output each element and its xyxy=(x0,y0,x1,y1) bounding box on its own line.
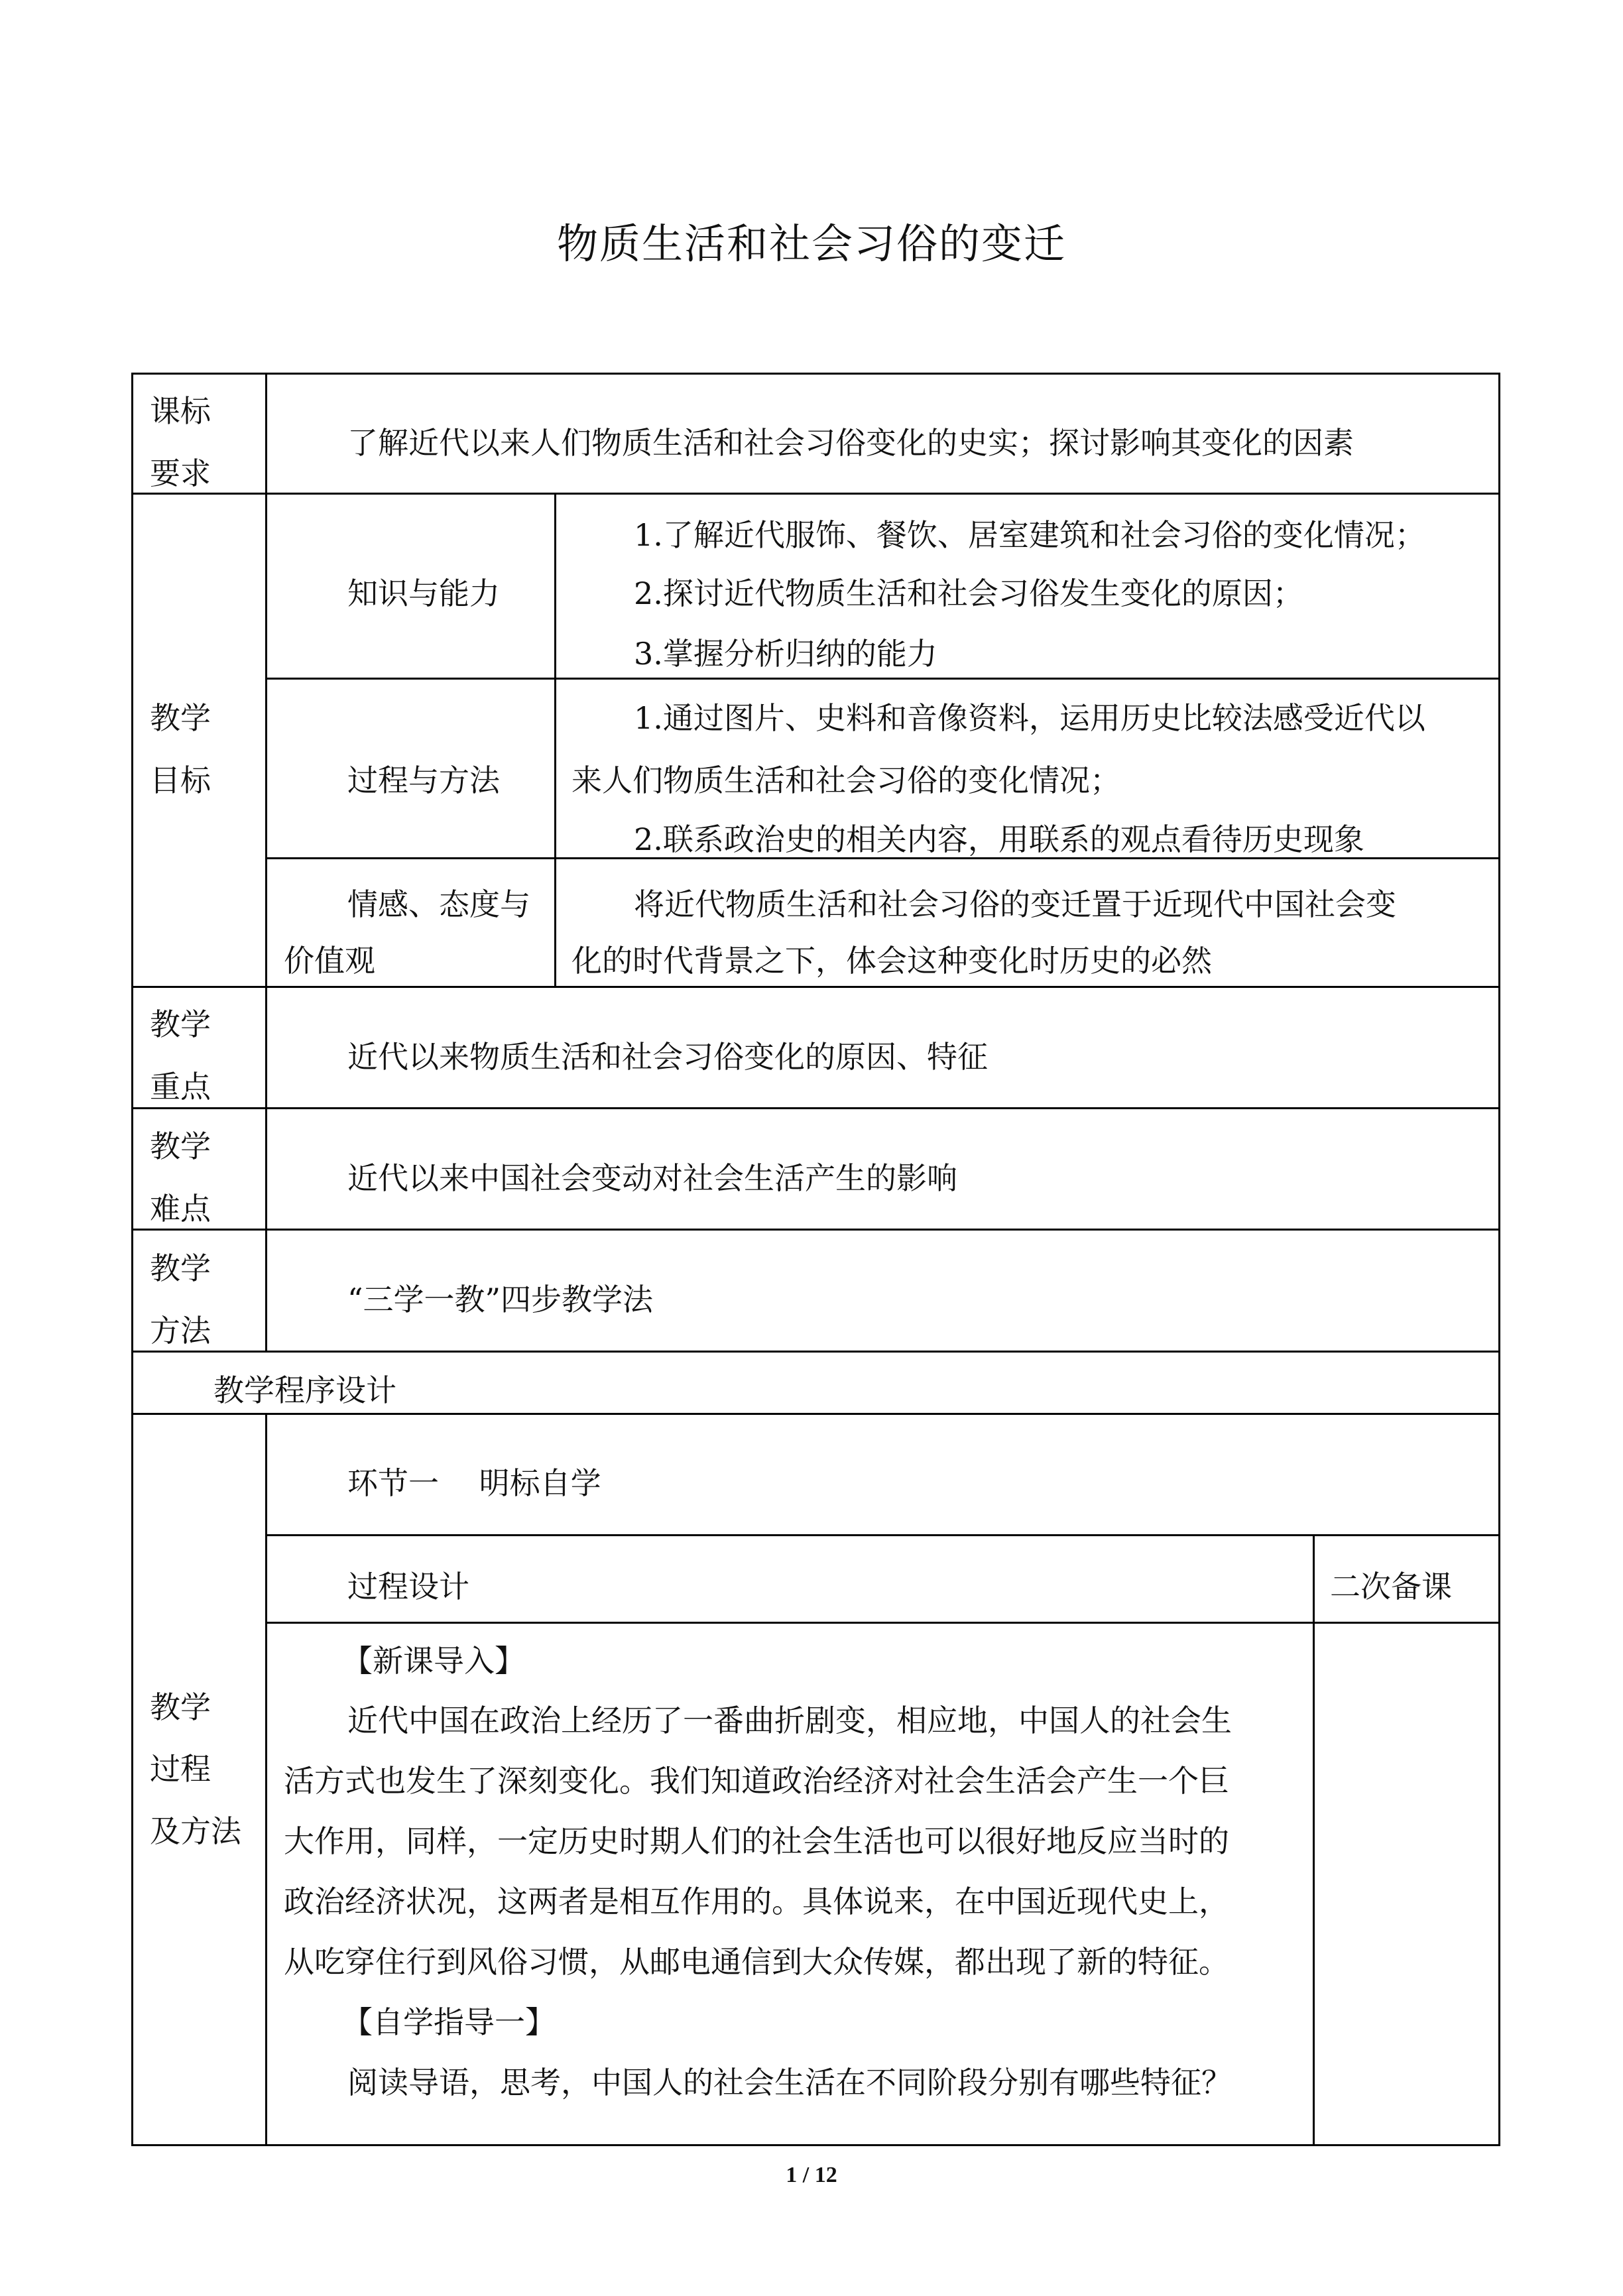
mubiao-label-2: 目标 xyxy=(150,762,211,798)
nandian-label-1: 教学 xyxy=(150,1128,211,1164)
process-line-2: 来人们物质生活和社会习俗的变化情况； xyxy=(571,762,1120,798)
process-line-1: 1.通过图片、史料和音像资料，运用历史比较法感受近代以 xyxy=(634,700,1425,736)
page-number: 1 / 12 xyxy=(786,2163,837,2187)
knowledge-item-2: 2.探讨近代物质生活和社会习俗发生变化的原因； xyxy=(634,575,1303,611)
question-line: 阅读导语，思考，中国人的社会生活在不同阶段分别有哪些特征？ xyxy=(347,2065,1232,2100)
heading-zixue: 【自学指导一】 xyxy=(342,2004,556,2040)
intro-line-1: 近代中国在政治上经历了一番曲折剧变，相应地，中国人的社会生 xyxy=(347,1703,1232,1738)
zhongdian-content: 近代以来物质生活和社会习俗变化的原因、特征 xyxy=(347,1039,988,1075)
knowledge-item-1: 1.了解近代服饰、餐饮、居室建筑和社会习俗的变化情况； xyxy=(634,517,1425,553)
heading-xinke: 【新课导入】 xyxy=(342,1643,525,1679)
kebiao-content: 了解近代以来人们物质生活和社会习俗变化的史实；探讨影响其变化的因素 xyxy=(347,425,1354,461)
zhongdian-label-2: 重点 xyxy=(150,1069,211,1105)
fangfa-label-1: 教学 xyxy=(150,1250,211,1286)
guocheng-label-2: 过程 xyxy=(150,1751,211,1787)
guocheng-label-3: 及方法 xyxy=(150,1813,241,1849)
intro-line-5: 从吃穿住行到风俗习惯，从邮电通信到大众传媒，都出现了新的特征。 xyxy=(284,1944,1229,1980)
table-border-inner-cont xyxy=(265,1861,267,2146)
design-header: 过程设计 xyxy=(347,1569,469,1604)
table-border-left-cont xyxy=(131,1861,133,2146)
emotion-label-1: 情感、态度与 xyxy=(347,886,530,922)
beike-header: 二次备课 xyxy=(1330,1569,1452,1604)
chengxu-label: 教学程序设计 xyxy=(213,1372,396,1408)
emotion-line-1: 将近代物质生活和社会习俗的变迁置于近现代中国社会变 xyxy=(634,886,1396,922)
knowledge-label: 知识与能力 xyxy=(347,575,500,611)
nandian-content: 近代以来中国社会变动对社会生活产生的影响 xyxy=(347,1160,957,1196)
emotion-line-2: 化的时代背景之下，体会这种变化时历史的必然 xyxy=(571,943,1212,979)
zhongdian-label-1: 教学 xyxy=(150,1006,211,1042)
intro-line-3: 大作用，同样，一定历史时期人们的社会生活也可以很好地反应当时的 xyxy=(284,1823,1229,1859)
kebiao-label-1: 课标 xyxy=(150,393,211,429)
page-title: 物质生活和社会习俗的变迁 xyxy=(556,219,1066,268)
table-border-beike-cont xyxy=(1313,1861,1315,2146)
fangfa-label-2: 方法 xyxy=(150,1313,211,1349)
table-border-right-cont xyxy=(1498,1861,1500,2146)
mubiao-label-1: 教学 xyxy=(150,700,211,736)
process-line-3: 2.联系政治史的相关内容，用联系的观点看待历史现象 xyxy=(634,821,1364,857)
fangfa-content: “三学一教”四步教学法 xyxy=(347,1282,654,1317)
emotion-label-2: 价值观 xyxy=(284,943,375,979)
nandian-label-2: 难点 xyxy=(150,1191,211,1227)
section-title: 环节一 明标自学 xyxy=(347,1465,601,1501)
knowledge-item-3: 3.掌握分析归纳的能力 xyxy=(634,636,937,672)
kebiao-label-2: 要求 xyxy=(150,455,211,491)
guocheng-label-1: 教学 xyxy=(150,1689,211,1725)
intro-line-4: 政治经济状况，这两者是相互作用的。具体说来，在中国近现代史上， xyxy=(284,1884,1229,1919)
intro-line-2: 活方式也发生了深刻变化。我们知道政治经济对社会生活会产生一个巨 xyxy=(284,1763,1229,1799)
table-bottom-border xyxy=(131,2144,1500,2146)
process-label: 过程与方法 xyxy=(347,762,500,798)
